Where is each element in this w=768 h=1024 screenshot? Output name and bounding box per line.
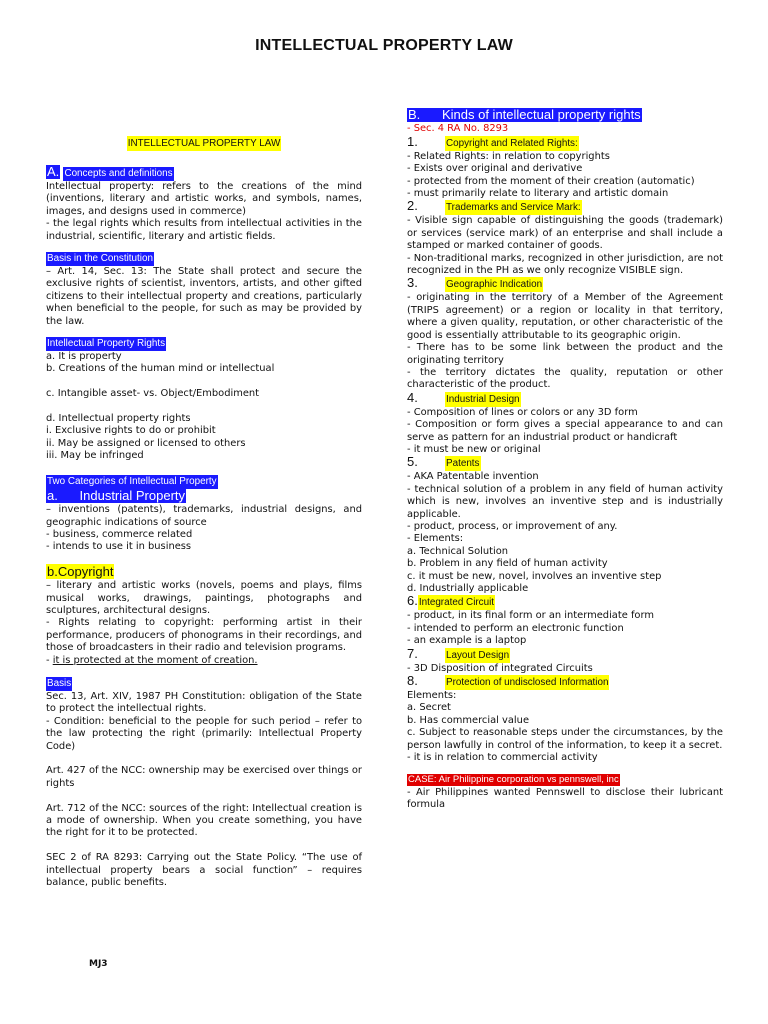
basis-line-2: - Condition: beneficial to the people for such period – refer to the law protecting the right (primarily: Intellectual Property Code): [46, 715, 362, 752]
basis-constitution-label: Basis in the Constitution: [47, 253, 153, 265]
kind-1-number: 1.: [407, 133, 418, 149]
kind-2-line: - Visible sign capable of distinguishing the goods (trademark) or services (service mark) of an enterprise and shall include a stamped or marked container of goods.: [407, 215, 723, 252]
section-b-heading: [407, 108, 723, 123]
ipr-line-2: b. Creations of the human mind or intellectual: [46, 363, 275, 375]
left-subtitle: [46, 136, 362, 151]
kind-6-line: - product, in its final form or an intermediate form: [407, 610, 654, 622]
kind-3-heading: [407, 277, 723, 292]
kind-8-number: 8.: [407, 673, 418, 689]
concepts-line-1: Intellectual property: refers to the creations of the mind (inventions, literary and artistic works, and symbols, names, images, and designs used in commerce): [46, 181, 362, 217]
kind-6-number: 6.: [407, 593, 418, 609]
two-categories-label: Two Categories of Intellectual Property: [47, 475, 217, 487]
kind-4-heading: [407, 389, 723, 407]
kind-5-line: - AKA Patentable invention: [407, 471, 539, 483]
copyright-label: b.Copyright: [47, 563, 114, 579]
industrial-line-3: - intends to use it in business: [46, 541, 192, 553]
art-712: Art. 712 of the NCC: sources of the right: Intellectual creation is a mode of ownership. When you create something, you have the right for it to be protected.: [46, 802, 362, 839]
kind-8-line: Elements:: [407, 690, 457, 702]
kind-8-heading: [407, 675, 723, 690]
kind-3-title: Geographic Indication: [446, 279, 543, 291]
basis-constitution-heading: [46, 252, 362, 266]
ipr-heading: [46, 337, 362, 351]
copyright-line-1: – literary and artistic works (novels, poems and plays, films musical works, drawings, paintings, photographs and sculptures, architectural designs.: [46, 580, 362, 616]
kind-6-title: Integrated Circuit: [418, 597, 495, 609]
kind-4-line: - Composition of lines or colors or any 3D form: [407, 406, 638, 418]
kind-5-line: d. Industrially applicable: [407, 583, 529, 594]
kind-4-number: 4.: [407, 389, 418, 405]
kind-5-line: - product, process, or improvement of any.: [407, 520, 618, 532]
industrial-title: Industrial Property: [79, 487, 186, 503]
kind-3-line: - the territory dictates the quality, reputation or other characteristic of the product.: [407, 366, 723, 391]
industrial-letter: a.: [47, 487, 58, 503]
case-text: - Air Philippines wanted Pennswell to disclose their lubricant formula: [407, 786, 723, 811]
page-title: INTELLECTUAL PROPERTY LAW: [255, 37, 513, 54]
section-a-letter: A.: [47, 164, 60, 179]
kind-5-line: - technical solution of a problem in any field of human activity which is new, involves an inventive step and is industrially applicable.: [407, 483, 723, 520]
copyright-line-2: - Rights relating to copyright: performing artist in their performance, producers of phonograms in their recordings, and those of broadcasters in their radio and television programs.: [46, 617, 362, 654]
case-heading: [407, 774, 723, 786]
kind-2-heading: [407, 200, 723, 215]
industrial-line-2: - business, commerce related: [46, 528, 193, 540]
sec-2-ra-8293: SEC 2 of RA 8293: Carrying out the State Policy. “The use of intellectual property bears a social function” – requires balance, public benefits.: [46, 852, 362, 889]
kind-2-line: - Non-traditional marks, recognized in other jurisdiction, are not recognized in the PH as we only recognize VISIBLE sign.: [407, 252, 723, 277]
kind-1-line: - Related Rights: in relation to copyrights: [407, 150, 610, 162]
kind-8-line: - it is in relation to commercial activity: [407, 752, 598, 764]
kind-3-number: 3.: [407, 275, 418, 291]
kind-2-number: 2.: [407, 198, 418, 214]
kind-1-title: Copyright and Related Rights:: [446, 137, 578, 149]
kind-1-line: - Exists over original and derivative: [407, 163, 583, 175]
kind-5-heading: [407, 456, 723, 471]
left-column: [46, 136, 362, 889]
kind-8-title: Protection of undisclosed Information: [446, 677, 609, 689]
ipr-line-1: a. It is property: [46, 351, 122, 363]
kind-6-line: - an example is a laptop: [407, 635, 527, 647]
ra-reference: - Sec. 4 RA No. 8293: [407, 123, 509, 135]
kind-5-line: a. Technical Solution: [407, 545, 509, 557]
basis-line-1: Sec. 13, Art. XIV, 1987 PH Constitution: obligation of the State to protect the intellectual rights.: [46, 690, 362, 715]
kind-2-title: Trademarks and Service Mark:: [446, 202, 581, 214]
left-subtitle-highlight: INTELLECTUAL PROPERTY LAW: [127, 138, 281, 149]
ipr-line-7: i. Exclusive rights to do or prohibit: [46, 425, 216, 437]
kind-8-line: b. Has commercial value: [407, 714, 530, 726]
kind-3-line: - originating in the territory of a Member of the Agreement (TRIPS agreement) or a region or locality in that territory, where a given quality, reputation, or other characteristic of the good is essentially attributable to its geographic origin.: [407, 292, 723, 341]
kind-6-line: - intended to perform an electronic function: [407, 622, 624, 634]
two-categories-heading: [46, 475, 362, 489]
ipr-line-8: ii. May be assigned or licensed to others: [46, 437, 246, 449]
ipr-line-6: d. Intellectual property rights: [46, 413, 191, 425]
basis-constitution-text: – Art. 14, Sec. 13: The State shall protect and secure the exclusive rights of scientist, inventors, artists, and other gifted citizens to their intellectual property and creations, particularly when beneficial to the people, for such as may be provided by the law.: [46, 266, 362, 327]
section-a-heading: [46, 165, 362, 181]
kind-5-title: Patents: [446, 458, 480, 470]
kind-1-heading: [407, 133, 723, 151]
kind-7-number: 7.: [407, 645, 418, 661]
ipr-line-9: iii. May be infringed: [46, 450, 144, 462]
footer-initials: MJ3: [89, 959, 108, 969]
copyright-protected-text: it is protected at the moment of creation.: [52, 654, 258, 666]
kind-4-line: - Composition or form gives a special appearance to and can serve as pattern for an industrial product or handicraft: [407, 419, 723, 443]
basis-label: Basis: [47, 677, 72, 689]
kind-7-heading: [407, 645, 723, 663]
kind-1-line: - protected from the moment of their creation (automatic): [407, 175, 695, 187]
section-a-title: Concepts and definitions: [64, 168, 173, 179]
kind-8-line: a. Secret: [407, 702, 451, 714]
section-b-title: Kinds of intellectual property rights: [441, 107, 641, 122]
industrial-heading-label: [46, 489, 186, 503]
kind-5-number: 5.: [407, 454, 418, 470]
right-column: [407, 108, 723, 812]
kind-5-line: b. Problem in any field of human activity: [407, 558, 608, 570]
kind-4-line: - it must be new or original: [407, 443, 541, 455]
kind-5-line: - Elements:: [407, 533, 464, 545]
case-label: CASE: Air Philippine corporation vs pennswell, inc: [408, 774, 619, 786]
ipr-label: Intellectual Property Rights: [47, 338, 166, 350]
industrial-line-1: – inventions (patents), trademarks, industrial designs, and geographic indications of source: [46, 504, 362, 528]
kind-7-title: Layout Design: [446, 649, 510, 661]
art-427: Art. 427 of the NCC: ownership may be exercised over things or rights: [46, 765, 362, 789]
copyright-protected: [46, 655, 362, 667]
copyright-protected-prefix: -: [46, 654, 53, 666]
kind-3-line: - There has to be some link between the product and the originating territory: [407, 342, 723, 366]
section-b-letter: B.: [408, 107, 421, 122]
concepts-line-2: - the legal rights which results from intellectual activities in the industrial, scientific, literary and artistic fields.: [46, 218, 362, 242]
industrial-heading: [46, 489, 362, 504]
section-b-label: [407, 108, 642, 122]
kind-4-title: Industrial Design: [446, 393, 520, 405]
ipr-line-4: c. Intangible asset- vs. Object/Embodiment: [46, 388, 260, 400]
kind-6-heading: [407, 595, 723, 610]
kind-7-line: - 3D Disposition of integrated Circuits: [407, 662, 593, 674]
kind-8-line: c. Subject to reasonable steps under the circumstances, by the person lawfully in control of the information, to keep it a secret.: [407, 727, 723, 751]
kind-5-line: c. it must be new, novel, involves an inventive step: [407, 570, 662, 582]
basis-heading: [46, 677, 362, 691]
copyright-heading: [46, 564, 362, 580]
kind-1-line: - must primarily relate to literary and artistic domain: [407, 188, 669, 200]
